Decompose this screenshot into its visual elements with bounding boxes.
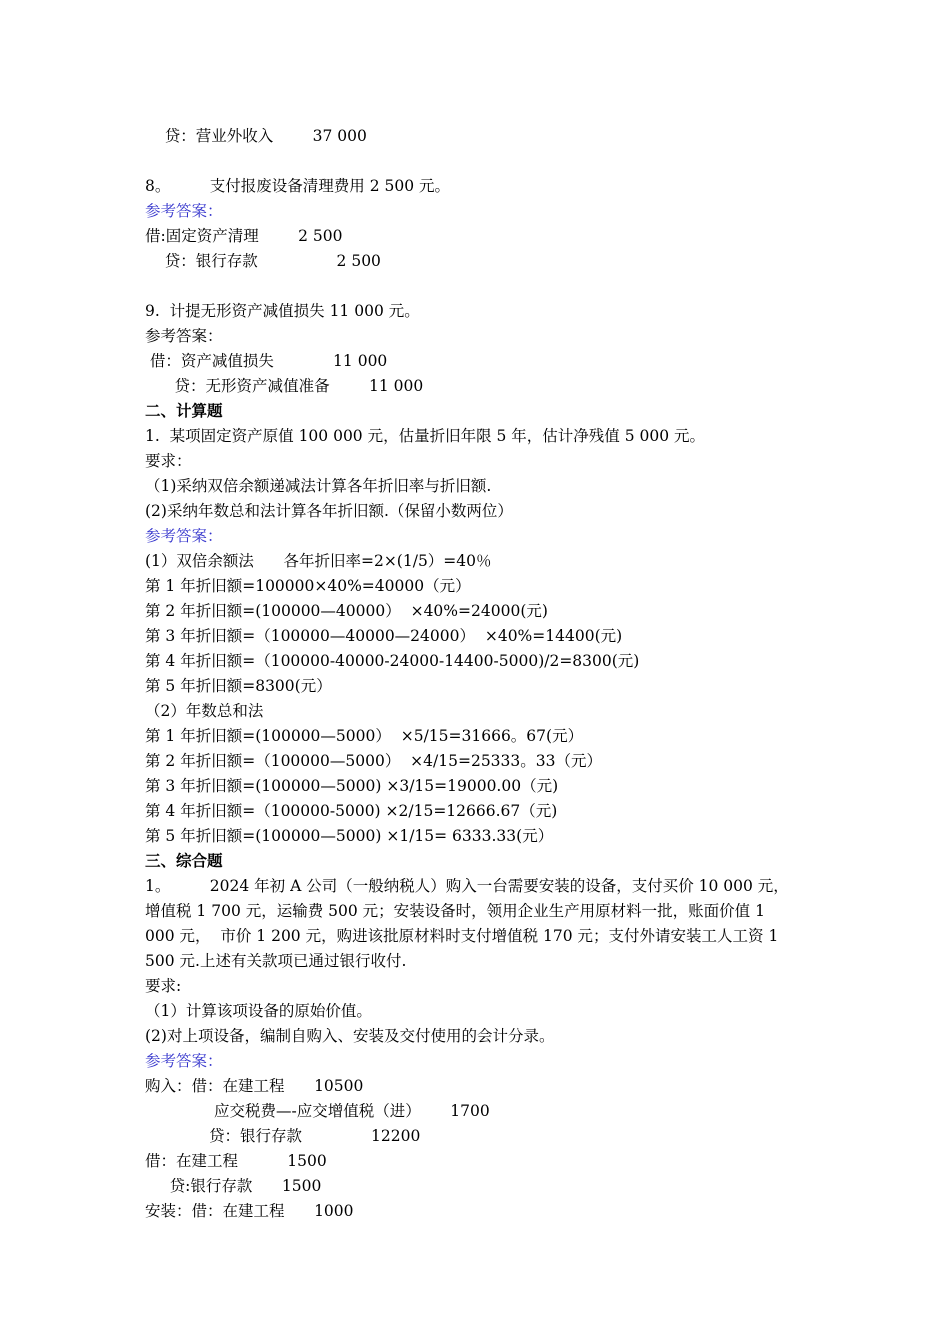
text-line: 借:固定资产清理 2 500: [145, 227, 343, 245]
section-heading: 二、计算题: [145, 401, 223, 420]
text-line: （2）年数总和法: [145, 702, 264, 720]
text-line: 增值税 1 700 元，运输费 500 元；安装设备时，领用企业生产用原材料一批，账面价值 1: [145, 902, 765, 920]
text-line: 贷:银行存款 1500: [145, 1177, 322, 1195]
text-line: 000 元， 市价 1 200 元，购进该批原材料时支付增值税 170 元；支付外请安装工人工资 1: [145, 927, 779, 945]
text-line: (2)对上项设备，编制自购入、安装及交付使用的会计分录。: [145, 1027, 555, 1045]
text-line: 贷：银行存款 12200: [145, 1127, 421, 1145]
requirements-label: 要求:: [145, 977, 182, 995]
text-line: （1)采纳双倍余额递减法计算各年折旧率与折旧额.: [145, 477, 492, 495]
text-line: 贷：无形资产减值准备 11 000: [145, 377, 424, 395]
text-line: 第 1 年折旧额=100000×40%=40000（元）: [145, 577, 471, 595]
text-line: 贷：银行存款 2 500: [145, 252, 381, 270]
reference-answer-label: 参考答案：: [145, 202, 223, 220]
text-line: 第 2 年折旧额=(100000—40000） ×40%=24000(元): [145, 602, 548, 620]
text-line: 第 5 年折旧额=8300(元）: [145, 677, 332, 695]
text-line: 安装：借：在建工程 1000: [145, 1202, 354, 1220]
text-line: 第 4 年折旧额=（100000-5000) ×2/15=12666.67（元): [145, 802, 558, 820]
text-line: （1）计算该项设备的原始价值。: [145, 1002, 372, 1020]
text-line: 借：在建工程 1500: [145, 1152, 327, 1170]
text-line: 第 3 年折旧额=(100000—5000) ×3/15=19000.00（元): [145, 777, 559, 795]
comprehensive-question-1: 1。 2024 年初 A 公司（一般纳税人）购入一台需要安装的设备，支付买价 10 000 元，: [145, 877, 789, 895]
text-line: 第 1 年折旧额=(100000—5000） ×5/15=31666。67(元）: [145, 727, 584, 745]
text-line: 购入：借：在建工程 10500: [145, 1077, 364, 1095]
reference-answer-label: 参考答案：: [145, 527, 223, 545]
reference-answer-label: 参考答案：: [145, 327, 223, 345]
question-8: 8。 支付报废设备清理费用 2 500 元。: [145, 177, 451, 195]
reference-answer-label: 参考答案：: [145, 1052, 223, 1070]
text-line: 应交税费—-应交增值税（进） 1700: [145, 1102, 490, 1120]
text-line: 第 5 年折旧额=(100000—5000) ×1/15= 6333.33(元）: [145, 827, 554, 845]
text-line: 第 4 年折旧额=（100000-40000-24000-14400-5000)/2=8300(元): [145, 652, 640, 670]
text-line: 第 3 年折旧额=（100000—40000—24000） ×40%=14400(元): [145, 627, 623, 645]
text-line: 贷：营业外收入 37 000: [145, 127, 367, 145]
section-heading: 三、综合题: [145, 851, 223, 870]
requirements-label: 要求：: [145, 452, 192, 470]
calc-question-1: 1. 某项固定资产原值 100 000 元，估量折旧年限 5 年，估计净残值 5 000 元。: [145, 427, 706, 445]
text-line: 第 2 年折旧额=（100000—5000） ×4/15=25333。33（元）: [145, 752, 602, 770]
text-line: 500 元.上述有关款项已通过银行收付.: [145, 952, 407, 970]
question-9: 9. 计提无形资产减值损失 11 000 元。: [145, 302, 420, 320]
text-line: 借：资产减值损失 11 000: [145, 352, 388, 370]
text-line: (2)采纳年数总和法计算各年折旧额.（保留小数两位）: [145, 502, 513, 520]
text-line: (1）双倍余额法 各年折旧率=2×(1/5）=40％: [145, 552, 492, 570]
